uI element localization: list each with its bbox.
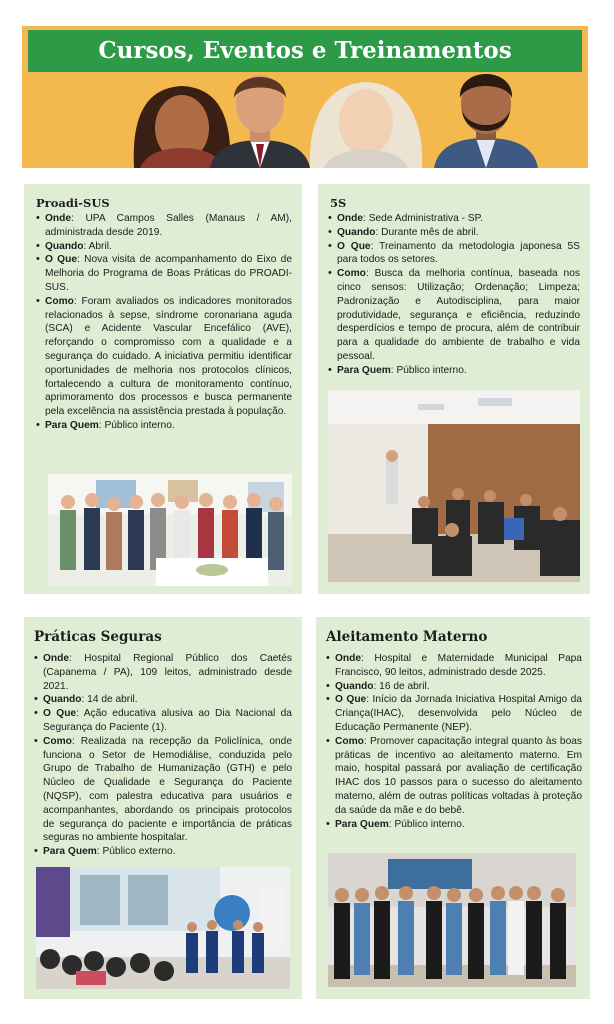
- detail-quando: • Quando: Abril.: [36, 240, 292, 254]
- detail-o-que: • O Que: Treinamento da metodologia japonesa 5S para todos os setores.: [328, 240, 580, 268]
- detail-o-que: • O Que: Ação educativa alusiva ao Dia Nacional da Segurança do Paciente (1).: [34, 707, 292, 735]
- detail-para-quem: • Para Quem: Público externo.: [34, 845, 292, 859]
- section-details: [328, 212, 580, 378]
- detail-como: • Como: Busca da melhoria contínua, baseada nos cinco sensos: Utilização; Ordenação; Limpeza; Padronização e Autodisciplina, para maior produtividade, segurança e eficiência, reduzindo desperdícios e tempo de procura, além de contribuir para a qualidade do ambiente de trabalho e vida pessoal.: [328, 267, 580, 364]
- section-details: [326, 652, 582, 831]
- header-banner: [22, 26, 588, 168]
- detail-para-quem: • Para Quem: Público interno.: [36, 419, 292, 433]
- man-beard-illustration: [434, 74, 538, 168]
- section-title: Aleitamento Materno: [326, 629, 488, 645]
- photo-patient-lecture: [36, 867, 290, 989]
- detail-onde: • Onde: UPA Campos Salles (Manaus / AM), administrada desde 2019.: [36, 212, 292, 240]
- section-title: Práticas Seguras: [34, 629, 162, 645]
- detail-para-quem: • Para Quem: Público interno.: [326, 818, 582, 832]
- page-title: Cursos, Eventos e Treinamentos: [28, 30, 582, 72]
- photo-group-meeting: [48, 474, 292, 586]
- detail-quando: • Quando: 14 de abril.: [34, 693, 292, 707]
- section-card-5s: [318, 184, 590, 594]
- detail-onde: • Onde: Hospital Regional Público dos Caetés (Capanema / PA), 109 leitos, administrado desde 2021.: [34, 652, 292, 693]
- detail-onde: • Onde: Hospital e Maternidade Municipal Papa Francisco, 90 leitos, administrado desde 2025.: [326, 652, 582, 680]
- section-details: [36, 212, 292, 433]
- detail-o-que: • O Que: Nova visita de acompanhamento do Eixo de Melhoria do Programa de Boas Práticas do PROADI-SUS.: [36, 253, 292, 294]
- section-card-aleitamento-materno: [316, 617, 590, 999]
- woman-blonde-illustration: [310, 82, 422, 168]
- detail-como: • Como: Promover capacitação integral quanto às boas práticas de incentivo ao aleitamento materno. Em maio, hospital passará por avaliação de certificação IHAC dos 10 passos para o sucesso do aleitamento materno, além de outras políticas voltadas à proteção da saúde da mãe e do bebê.: [326, 735, 582, 818]
- detail-onde: • Onde: Sede Administrativa - SP.: [328, 212, 580, 226]
- section-card-proadi-sus: [24, 184, 302, 594]
- photo-staff-group: [328, 853, 576, 987]
- detail-para-quem: • Para Quem: Público interno.: [328, 364, 580, 378]
- section-card-praticas-seguras: [24, 617, 302, 999]
- detail-quando: • Quando: 16 de abril.: [326, 680, 582, 694]
- photo-training-room: [328, 390, 580, 582]
- detail-como: • Como: Foram avaliados os indicadores monitorados relacionados à sepse, síndrome coronariana aguda (SCA) e Acidente Vascular Encefálico (AVE), reforçando o compromisso com a qualidade e a segurança do cuidado. A iniciativa permitiu identificar oportunidades de melhoria nos protocolos clínicos, fortalecendo a cultura de monitoramento contínuo, aprimoramento dos processos e busca permanente pela excelência na assistência prestada à população.: [36, 295, 292, 419]
- section-title: Proadi-SUS: [36, 196, 110, 210]
- detail-quando: • Quando: Durante mês de abril.: [328, 226, 580, 240]
- detail-como: • Como: Realizada na recepção da Policlínica, onde funciona o Setor de Hemodiálise, conduzida pelo Grupo de Trabalho de Humanização (GTH) e pelo Núcleo de Qualidade e Segurança do Paciente (NQSP), com palestra educativa para usuários e acompanhantes, abordando os principais protocolos de segurança do paciente e importância de práticas seguras no ambiente hospitalar.: [34, 735, 292, 845]
- section-title: 5S: [330, 196, 347, 210]
- section-details: [34, 652, 292, 859]
- detail-o-que: • O Que: Início da Jornada Iniciativa Hospital Amigo da Criança(IHAC), desenvolvida pelo Núcleo de Educação Permanente (NEP).: [326, 693, 582, 734]
